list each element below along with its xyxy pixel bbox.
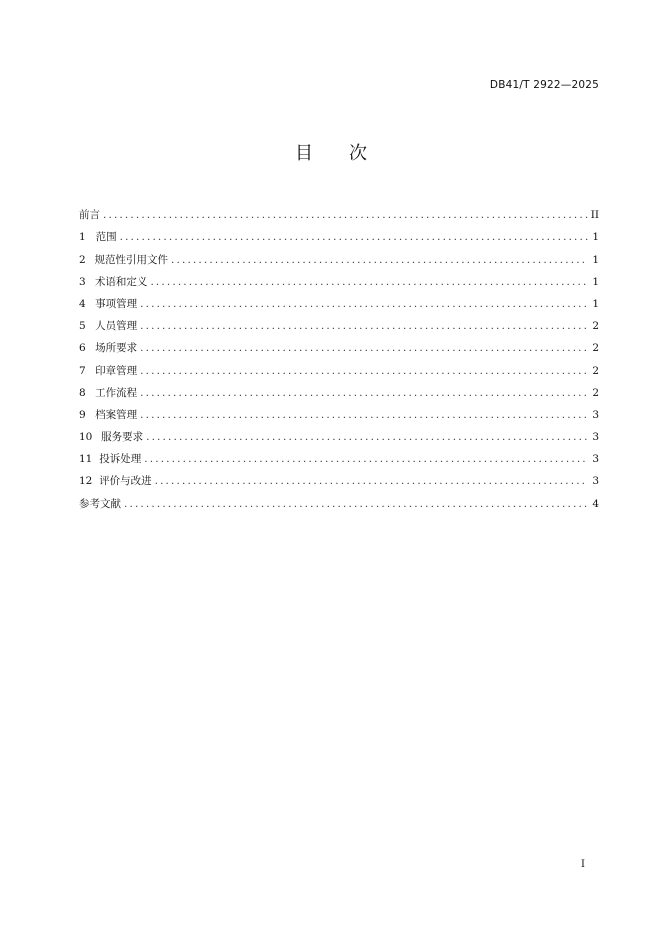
toc-entry-page: 1: [592, 253, 599, 266]
toc-dot-leader: [140, 297, 588, 311]
toc-entry-title: 投诉处理: [99, 453, 142, 466]
toc-entry-page: 2: [592, 386, 599, 399]
toc-entry-number: 4: [79, 297, 86, 310]
toc-entry-title: 档案管理: [95, 408, 138, 421]
toc-entry-normative-references[interactable]: [79, 244, 599, 266]
toc-entry-title: 印章管理: [95, 364, 138, 377]
toc-entry-title: 参考文献: [79, 497, 121, 510]
toc-dot-leader: [171, 253, 588, 267]
page-title: [0, 139, 662, 165]
toc-entry-scope[interactable]: [79, 222, 599, 244]
toc-entry-number: 5: [79, 320, 86, 333]
toc-entry-title: 服务要求: [101, 431, 144, 444]
toc-dot-leader: [140, 341, 588, 355]
toc-dot-leader: [155, 474, 588, 488]
toc-dot-leader: [124, 497, 588, 511]
table-of-contents: [79, 200, 599, 511]
toc-entry-page: 3: [592, 408, 599, 421]
toc-entry-title: 人员管理: [95, 320, 138, 333]
toc-entry-number: 10: [79, 431, 93, 444]
toc-entry-page: 1: [592, 297, 599, 310]
toc-entry-page: 4: [592, 497, 599, 510]
toc-entry-number: 8: [79, 386, 86, 399]
toc-entry-page: 3: [592, 475, 599, 488]
toc-dot-leader: [140, 408, 588, 422]
toc-entry-title: 事项管理: [95, 297, 138, 310]
toc-entry-title: 评价与改进: [99, 475, 152, 488]
toc-entry-title: 规范性引用文件: [94, 253, 169, 266]
title-char-2: 次: [349, 143, 367, 164]
toc-entry-evaluation-improvement[interactable]: [79, 466, 599, 488]
toc-entry-workflow[interactable]: [79, 378, 599, 400]
toc-entry-number: 7: [79, 364, 86, 377]
toc-entry-number: 9: [79, 408, 86, 421]
toc-entry-number: 3: [79, 275, 86, 288]
toc-dot-leader: [140, 386, 588, 400]
toc-dot-leader: [140, 364, 588, 378]
toc-entry-number: 12: [79, 475, 93, 488]
toc-entry-page: 2: [592, 364, 599, 377]
toc-entry-page: 1: [592, 231, 599, 244]
toc-entry-title: 场所要求: [95, 342, 138, 355]
toc-entry-bibliography[interactable]: [79, 488, 599, 510]
toc-dot-leader: [144, 452, 588, 466]
toc-entry-terms-definitions[interactable]: [79, 267, 599, 289]
toc-entry-archive-management[interactable]: [79, 400, 599, 422]
toc-entry-foreword[interactable]: [79, 200, 599, 222]
document-code: DB41/T 2922—2025: [489, 79, 599, 91]
toc-entry-complaint-handling[interactable]: [79, 444, 599, 466]
toc-entry-number: 11: [79, 453, 93, 466]
page-number: I: [581, 859, 585, 870]
toc-dot-leader: [146, 430, 588, 444]
toc-entry-title: 范围: [95, 231, 117, 244]
toc-entry-page: 1: [592, 275, 599, 288]
toc-entry-title: 术语和定义: [94, 275, 148, 288]
toc-dot-leader: [103, 208, 588, 222]
toc-entry-page: II: [590, 209, 599, 222]
toc-dot-leader: [140, 319, 588, 333]
toc-entry-seal-management[interactable]: [79, 355, 599, 377]
toc-dot-leader: [150, 275, 588, 289]
toc-entry-matter-management[interactable]: [79, 289, 599, 311]
toc-entry-venue-requirements[interactable]: [79, 333, 599, 355]
toc-entry-page: 2: [592, 320, 599, 333]
toc-dot-leader: [120, 230, 588, 244]
toc-entry-service-requirements[interactable]: [79, 422, 599, 444]
toc-entry-title: 前言: [79, 209, 100, 222]
toc-entry-page: 3: [592, 453, 599, 466]
toc-entry-personnel-management[interactable]: [79, 311, 599, 333]
toc-entry-number: 1: [79, 231, 86, 244]
toc-entry-number: 6: [79, 342, 86, 355]
toc-entry-page: 2: [592, 342, 599, 355]
toc-entry-page: 3: [592, 431, 599, 444]
toc-entry-title: 工作流程: [95, 386, 138, 399]
toc-entry-number: 2: [79, 253, 86, 266]
title-char-1: 目: [295, 143, 313, 164]
